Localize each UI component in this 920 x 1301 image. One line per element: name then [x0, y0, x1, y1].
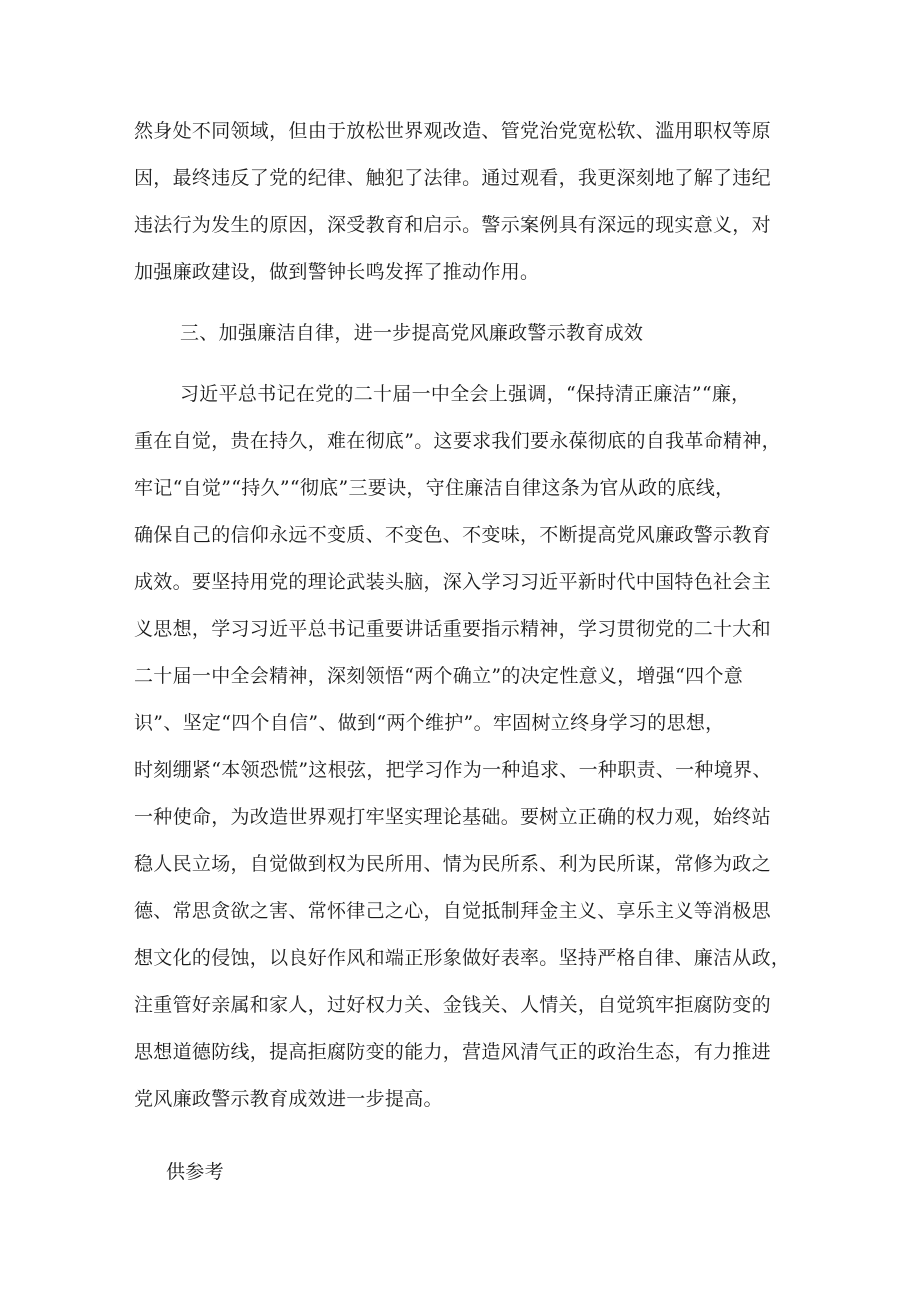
paragraph-line: 思想道德防线，提高拒腐防变的能力，营造风清气正的政治生态，有力推进 [134, 1041, 771, 1063]
paragraph-line: 牢记“自觉”“持久”“彻底”三要诀，守住廉洁自律这条为官从政的底线， [134, 477, 735, 499]
paragraph-line: 时刻绷紧“本领恐慌”这根弦，把学习作为一种追求、一种职责、一种境界、 [134, 759, 772, 781]
paragraph-line: 因，最终违反了党的纪律、触犯了法律。通过观看，我更深刻地了解了违纪 [134, 167, 771, 189]
paragraph-line: 党风廉政警示教育成效进一步提高。 [134, 1088, 443, 1110]
paragraph-line: 加强廉政建设，做到警钟长鸣发挥了推动作用。 [134, 261, 540, 283]
paragraph-line: 违法行为发生的原因，深受教育和启示。警示案例具有深远的现实意义，对 [134, 214, 771, 236]
paragraph-line: 注重管好亲属和家人，过好权力关、金钱关、人情关，自觉筑牢拒腐防变的 [134, 994, 771, 1016]
paragraph-line: 成效。要坚持用党的理论武装头脑，深入学习习近平新时代中国特色社会主 [134, 571, 771, 593]
paragraph-line: 重在自觉，贵在持久，难在彻底”。这要求我们要永葆彻底的自我革命精神， [134, 430, 781, 452]
paragraph-line: 然身处不同领域，但由于放松世界观改造、管党治党宽松软、滥用职权等原 [134, 120, 771, 142]
closing-note: 供参考 [166, 1161, 224, 1183]
paragraph-line: 稳人民立场，自觉做到权为民所用、情为民所系、利为民所谋，常修为政之 [134, 853, 771, 875]
paragraph-2 [134, 371, 794, 1123]
paragraph-line: 识”、坚定“四个自信”、做到“两个维护”。牢固树立终身学习的思想， [134, 712, 725, 734]
document-page [134, 108, 794, 1196]
paragraph-line: 二十届一中全会精神，深刻领悟“两个确立”的决定性意义，增强“四个意 [134, 665, 744, 687]
section-heading: 三、加强廉洁自律，进一步提高党风廉政警示教育成效 [180, 322, 644, 344]
paragraph-line: 想文化的侵蚀，以良好作风和端正形象做好表率。坚持严格自律、廉洁从政， [134, 947, 791, 969]
paragraph-line: 一种使命，为改造世界观打牢坚实理论基础。要树立正确的权力观，始终站 [134, 806, 771, 828]
paragraph-line: 德、常思贪欲之害、常怀律己之心，自觉抵制拜金主义、享乐主义等消极思 [134, 900, 771, 922]
paragraph-line: 确保自己的信仰永远不变质、不变色、不变味，不断提高党风廉政警示教育 [134, 524, 771, 546]
paragraph-1 [134, 108, 794, 296]
paragraph-line: 义思想，学习习近平总书记重要讲话重要指示精神，学习贯彻党的二十大和 [134, 618, 771, 640]
paragraph-line: 习近平总书记在党的二十届一中全会上强调，“保持清正廉洁”“廉， [180, 383, 751, 405]
